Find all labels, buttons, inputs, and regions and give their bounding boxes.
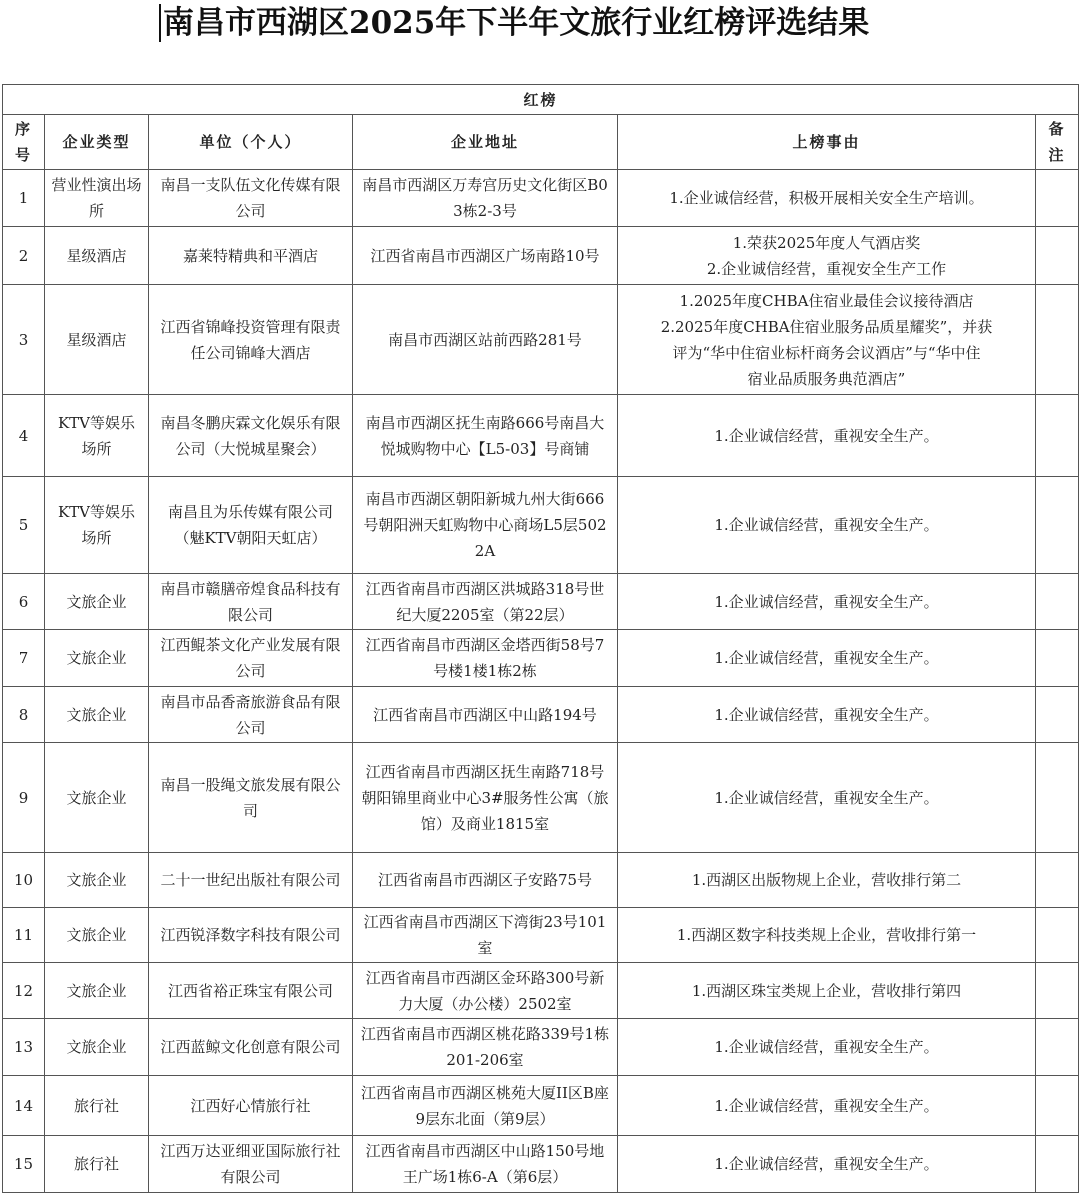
row-unit: 嘉莱特精典和平酒店 bbox=[149, 227, 353, 285]
row-unit: 南昌市赣膳帝煌食品科技有限公司 bbox=[149, 574, 353, 630]
header-type: 企业类型 bbox=[45, 115, 149, 170]
table-row bbox=[3, 477, 1079, 574]
row-unit: 南昌市品香斋旅游食品有限公司 bbox=[149, 687, 353, 743]
table-row bbox=[3, 963, 1079, 1019]
row-unit: 南昌一支队伍文化传媒有限公司 bbox=[149, 170, 353, 227]
reason-line: 1.企业诚信经营，重视安全生产。 bbox=[714, 1096, 939, 1115]
row-index: 3 bbox=[3, 285, 45, 395]
reason-line: 1.企业诚信经营，重视安全生产。 bbox=[714, 592, 939, 611]
reason-line: 1.2025年度CHBA住宿业最佳会议接待酒店 bbox=[679, 291, 974, 310]
row-unit: 江西蓝鲸文化创意有限公司 bbox=[149, 1019, 353, 1076]
row-address: 南昌市西湖区站前西路281号 bbox=[353, 285, 618, 395]
reason-line: 宿业品质服务典范酒店” bbox=[747, 369, 906, 388]
reason-line: 1.企业诚信经营，重视安全生产。 bbox=[714, 1038, 939, 1056]
header-remark: 备注 bbox=[1036, 115, 1079, 170]
row-index: 10 bbox=[3, 853, 45, 908]
row-remark bbox=[1036, 395, 1079, 477]
table-row bbox=[3, 853, 1079, 908]
document-title: 南昌市西湖区2025年下半年文旅行业红榜评选结果 bbox=[163, 5, 870, 41]
row-type: 文旅企业 bbox=[45, 1019, 149, 1076]
row-reason bbox=[618, 477, 1036, 574]
table-row bbox=[3, 908, 1079, 963]
row-remark bbox=[1036, 1019, 1079, 1076]
table-row bbox=[3, 1136, 1079, 1193]
row-remark bbox=[1036, 743, 1079, 853]
reason-line: 2.2025年度CHBA住宿业服务品质星耀奖”，并获 bbox=[660, 317, 993, 336]
reason-line: 1.企业诚信经营，重视安全生产。 bbox=[714, 516, 939, 534]
row-reason bbox=[618, 285, 1036, 395]
table-row bbox=[3, 1019, 1079, 1076]
row-index: 5 bbox=[3, 477, 45, 574]
row-index: 13 bbox=[3, 1019, 45, 1076]
text-cursor bbox=[159, 4, 161, 42]
row-type: 旅行社 bbox=[45, 1076, 149, 1136]
row-address: 南昌市西湖区万寿宫历史文化街区B03栋2-3号 bbox=[353, 170, 618, 227]
row-unit: 南昌且为乐传媒有限公司（魅KTV朝阳天虹店） bbox=[149, 477, 353, 574]
row-index: 1 bbox=[3, 170, 45, 227]
table-row bbox=[3, 630, 1079, 687]
reason-line: 1.西湖区出版物规上企业，营收排行第二 bbox=[691, 871, 962, 889]
row-reason bbox=[618, 1136, 1036, 1193]
row-remark bbox=[1036, 1136, 1079, 1193]
row-type: 文旅企业 bbox=[45, 963, 149, 1019]
row-reason bbox=[618, 963, 1036, 1019]
row-index: 15 bbox=[3, 1136, 45, 1193]
row-reason bbox=[618, 227, 1036, 285]
row-remark bbox=[1036, 285, 1079, 395]
row-address: 江西省南昌市西湖区下湾街23号101室 bbox=[353, 908, 618, 963]
header-index: 序号 bbox=[3, 115, 45, 170]
row-reason bbox=[618, 1019, 1036, 1076]
row-address: 江西省南昌市西湖区桃花路339号1栋201-206室 bbox=[353, 1019, 618, 1076]
row-reason bbox=[618, 630, 1036, 687]
table-row bbox=[3, 395, 1079, 477]
row-type: 文旅企业 bbox=[45, 574, 149, 630]
reason-line: 1.企业诚信经营，重视安全生产。 bbox=[714, 1155, 939, 1173]
row-type: KTV等娱乐场所 bbox=[45, 395, 149, 477]
row-index: 14 bbox=[3, 1076, 45, 1136]
row-type: 文旅企业 bbox=[45, 630, 149, 687]
table-row bbox=[3, 1076, 1079, 1136]
row-unit: 二十一世纪出版社有限公司 bbox=[149, 853, 353, 908]
row-type: 文旅企业 bbox=[45, 908, 149, 963]
row-unit: 南昌冬鹏庆霖文化娱乐有限公司（大悦城星聚会） bbox=[149, 395, 353, 477]
row-reason bbox=[618, 908, 1036, 963]
row-unit: 江西万达亚细亚国际旅行社有限公司 bbox=[149, 1136, 353, 1193]
reason-line: 评为“华中住宿业标杆商务会议酒店”与“华中住 bbox=[672, 343, 981, 362]
reason-line: 1.企业诚信经营，重视安全生产。 bbox=[714, 788, 939, 807]
table-row bbox=[3, 574, 1079, 630]
row-index: 8 bbox=[3, 687, 45, 743]
row-unit: 江西鲲茶文化产业发展有限公司 bbox=[149, 630, 353, 687]
row-type: 星级酒店 bbox=[45, 285, 149, 395]
row-remark bbox=[1036, 963, 1079, 1019]
row-index: 7 bbox=[3, 630, 45, 687]
row-index: 2 bbox=[3, 227, 45, 285]
reason-line: 2.企业诚信经营，重视安全生产工作 bbox=[706, 259, 947, 278]
reason-line: 1.西湖区珠宝类规上企业，营收排行第四 bbox=[691, 981, 962, 1000]
row-remark bbox=[1036, 687, 1079, 743]
section-label: 红榜 bbox=[3, 85, 1079, 115]
row-reason bbox=[618, 853, 1036, 908]
title-area bbox=[0, 0, 1080, 52]
reason-line: 1.荣获2025年度人气酒店奖 bbox=[732, 233, 921, 252]
row-type: 文旅企业 bbox=[45, 687, 149, 743]
row-type: 旅行社 bbox=[45, 1136, 149, 1193]
reason-line: 1.企业诚信经营，重视安全生产。 bbox=[714, 649, 939, 667]
red-list-table bbox=[2, 84, 1079, 1193]
row-index: 12 bbox=[3, 963, 45, 1019]
row-type: 星级酒店 bbox=[45, 227, 149, 285]
table-row bbox=[3, 285, 1079, 395]
row-address: 江西省南昌市西湖区桃苑大厦II区B座9层东北面（第9层） bbox=[353, 1076, 618, 1136]
row-address: 江西省南昌市西湖区广场南路10号 bbox=[353, 227, 618, 285]
row-address: 江西省南昌市西湖区子安路75号 bbox=[353, 853, 618, 908]
row-remark bbox=[1036, 170, 1079, 227]
row-unit: 江西好心情旅行社 bbox=[149, 1076, 353, 1136]
reason-line: 1.企业诚信经营，重视安全生产。 bbox=[714, 705, 939, 724]
table-row bbox=[3, 227, 1079, 285]
header-row bbox=[3, 115, 1079, 170]
reason-line: 1.西湖区数字科技类规上企业，营收排行第一 bbox=[676, 926, 977, 944]
row-address: 江西省南昌市西湖区金环路300号新力大厦（办公楼）2502室 bbox=[353, 963, 618, 1019]
row-remark bbox=[1036, 908, 1079, 963]
row-reason bbox=[618, 574, 1036, 630]
row-remark bbox=[1036, 1076, 1079, 1136]
row-unit: 南昌一股绳文旅发展有限公司 bbox=[149, 743, 353, 853]
section-row bbox=[3, 85, 1079, 115]
row-type: 文旅企业 bbox=[45, 743, 149, 853]
row-address: 江西省南昌市西湖区金塔西街58号7号楼1楼1栋2栋 bbox=[353, 630, 618, 687]
row-remark bbox=[1036, 227, 1079, 285]
header-unit: 单位（个人） bbox=[149, 115, 353, 170]
row-address: 江西省南昌市西湖区洪城路318号世纪大厦2205室（第22层） bbox=[353, 574, 618, 630]
table-row bbox=[3, 687, 1079, 743]
header-reason: 上榜事由 bbox=[618, 115, 1036, 170]
row-reason bbox=[618, 743, 1036, 853]
table-row bbox=[3, 743, 1079, 853]
row-remark bbox=[1036, 477, 1079, 574]
row-remark bbox=[1036, 574, 1079, 630]
reason-line: 1.企业诚信经营，积极开展相关安全生产培训。 bbox=[669, 189, 984, 207]
row-type: 营业性演出场所 bbox=[45, 170, 149, 227]
row-address: 江西省南昌市西湖区中山路150号地王广场1栋6-A（第6层） bbox=[353, 1136, 618, 1193]
row-index: 9 bbox=[3, 743, 45, 853]
row-unit: 江西省裕正珠宝有限公司 bbox=[149, 963, 353, 1019]
row-remark bbox=[1036, 853, 1079, 908]
table-row bbox=[3, 170, 1079, 227]
row-reason bbox=[618, 1076, 1036, 1136]
row-reason bbox=[618, 395, 1036, 477]
row-index: 4 bbox=[3, 395, 45, 477]
row-address: 南昌市西湖区朝阳新城九州大街666号朝阳洲天虹购物中心商场L5层5022A bbox=[353, 477, 618, 574]
row-address: 江西省南昌市西湖区中山路194号 bbox=[353, 687, 618, 743]
row-index: 11 bbox=[3, 908, 45, 963]
row-index: 6 bbox=[3, 574, 45, 630]
row-type: 文旅企业 bbox=[45, 853, 149, 908]
row-unit: 江西锐泽数字科技有限公司 bbox=[149, 908, 353, 963]
row-unit: 江西省锦峰投资管理有限责任公司锦峰大酒店 bbox=[149, 285, 353, 395]
row-reason bbox=[618, 170, 1036, 227]
row-address: 江西省南昌市西湖区抚生南路718号朝阳锦里商业中心3#服务性公寓（旅馆）及商业1815室 bbox=[353, 743, 618, 853]
row-reason bbox=[618, 687, 1036, 743]
row-address: 南昌市西湖区抚生南路666号南昌大悦城购物中心【L5-03】号商铺 bbox=[353, 395, 618, 477]
reason-line: 1.企业诚信经营，重视安全生产。 bbox=[714, 426, 939, 445]
header-address: 企业地址 bbox=[353, 115, 618, 170]
table-body bbox=[3, 170, 1079, 1193]
row-remark bbox=[1036, 630, 1079, 687]
row-type: KTV等娱乐场所 bbox=[45, 477, 149, 574]
